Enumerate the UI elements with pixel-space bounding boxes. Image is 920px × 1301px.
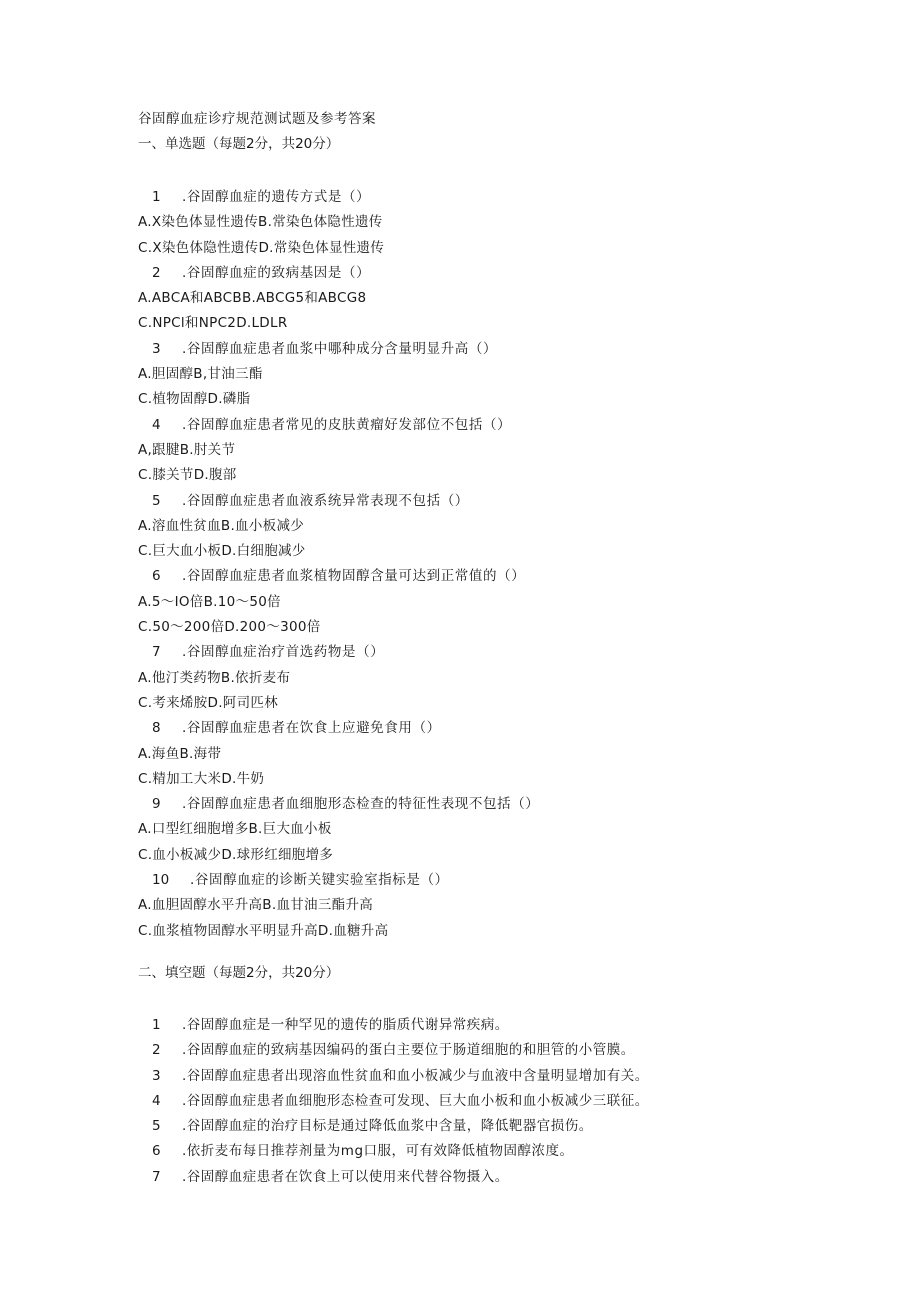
question-2 [138,261,838,337]
question-stem [138,868,838,893]
option-line: A.5～IO倍B.10～50倍 [138,593,281,610]
question-text: .谷固醇血症是一种罕见的遗传的脂质代谢异常疾病。 [182,1017,509,1033]
question-text: .谷固醇血症患者出现溶血性贫血和血小板减少与血液中含量明显增加有关。 [182,1067,649,1084]
option-line: C.考来烯胺D.阿司匹林 [138,694,279,711]
option-line: C.血浆植物固醇水平明显升高D.血糖升高 [138,922,389,939]
question-number: 4 [152,416,161,433]
section-heading-single-choice: 一、单选题（每题2分，共20分） [138,136,340,152]
option-line: C.X染色体隐性遗传D.常染色体显性遗传 [138,239,385,256]
question-text: .谷固醇血症患者血浆中哪种成分含量明显升高（） [182,340,498,357]
question-text: .谷固醇血症患者血浆植物固醇含量可达到正常值的（） [182,568,526,585]
question-number: 4 [152,1092,161,1109]
fill-blank-item [138,1013,878,1038]
question-number: 3 [152,1067,161,1084]
option-line: C.血小板减少D.球形红细胞增多 [138,846,334,863]
question-number: 2 [152,1042,161,1059]
option-line: A.海鱼B.海带 [138,745,222,762]
option-line: A.胆固醇B,甘油三酯 [138,366,263,383]
option-line: A.他汀类药物B.依折麦布 [138,669,291,686]
question-stem [138,185,838,210]
question-text: .谷固醇血症的遗传方式是（） [182,189,371,205]
question-text: .依折麦布每日推荐剂量为mg口服，可有效降低植物固醇浓度。 [182,1143,574,1160]
fill-blank-question-list [138,1013,878,1190]
option-line: C.精加工大米D.牛奶 [138,770,265,787]
option-line: A.X染色体显性遗传B.常染色体隐性遗传 [138,214,383,231]
option-line: A,跟腱B.肘关节 [138,441,236,458]
question-number: 7 [152,1168,161,1185]
option-line: C.50～200倍D.200～300倍 [138,619,321,636]
question-3 [138,337,838,413]
question-4 [138,413,838,489]
question-6 [138,564,838,640]
question-number: 10 [152,872,170,889]
question-number: 6 [152,1143,161,1160]
document-title: 谷固醇血症诊疗规范测试题及参考答案 [138,111,376,127]
question-number: 7 [152,644,161,661]
question-5 [138,489,838,565]
fill-blank-item [138,1114,878,1139]
question-number: 3 [152,340,161,357]
question-number: 5 [152,492,161,509]
section-heading-fill-blank: 二、填空题（每题2分，共20分） [138,965,340,981]
fill-blank-item [138,1139,878,1164]
question-stem [138,716,838,741]
question-1 [138,185,838,261]
question-number: 2 [152,264,161,281]
question-text: .谷固醇血症患者血细胞形态检查的特征性表现不包括（） [182,796,540,813]
question-text: .谷固醇血症患者在饮食上应避免食用（） [182,720,441,737]
question-text: .谷固醇血症患者血细胞形态检查可发现、巨大血小板和血小板减少三联征。 [182,1092,649,1109]
question-text: .谷固醇血症患者血液系统异常表现不包括（） [182,492,469,509]
question-text: .谷固醇血症的致病基因是（） [182,264,371,281]
question-9 [138,792,838,868]
question-stem [138,640,838,665]
single-choice-question-list [138,185,838,944]
question-number: 1 [152,189,161,205]
question-number: 8 [152,720,161,737]
option-line: A.溶血性贫血B.血小板减少 [138,517,305,534]
question-text: .谷固醇血症患者在饮食上可以使用来代替谷物摄入。 [182,1168,509,1185]
fill-blank-item [138,1064,878,1089]
option-line: C.巨大血小板D.白细胞减少 [138,543,306,560]
option-line: C.植物固醇D.磷脂 [138,391,251,408]
question-text: .谷固醇血症的诊断关键实验室指标是（） [190,872,449,889]
option-line: C.膝关节D.腹部 [138,467,237,484]
question-stem [138,413,838,438]
question-stem [138,337,838,362]
question-number: 6 [152,568,161,585]
question-text: .谷固醇血症的致病基因编码的蛋白主要位于肠道细胞的和胆管的小管膜。 [182,1042,635,1059]
question-8 [138,716,838,792]
question-number: 9 [152,796,161,813]
option-line: A.血胆固醇水平升高B.血甘油三酯升高 [138,897,374,914]
question-stem [138,792,838,817]
fill-blank-item [138,1038,878,1063]
question-text: .谷固醇血症患者常见的皮肤黄瘤好发部位不包括（） [182,416,512,433]
question-number: 5 [152,1118,161,1135]
question-7 [138,640,838,716]
option-line: A.ABCA和ABCBB.ABCG5和ABCG8 [138,290,367,307]
option-line: C.NPCl和NPC2D.LDLR [138,315,288,332]
question-number: 1 [152,1017,161,1033]
fill-blank-item [138,1089,878,1114]
question-stem [138,564,838,589]
question-10 [138,868,838,944]
question-stem [138,489,838,514]
question-stem [138,261,838,286]
option-line: A.口型红细胞增多B.巨大血小板 [138,821,332,838]
question-text: .谷固醇血症治疗首选药物是（） [182,644,385,661]
fill-blank-item [138,1165,878,1190]
question-text: .谷固醇血症的治疗目标是通过降低血浆中含量，降低靶器官损伤。 [182,1118,593,1135]
